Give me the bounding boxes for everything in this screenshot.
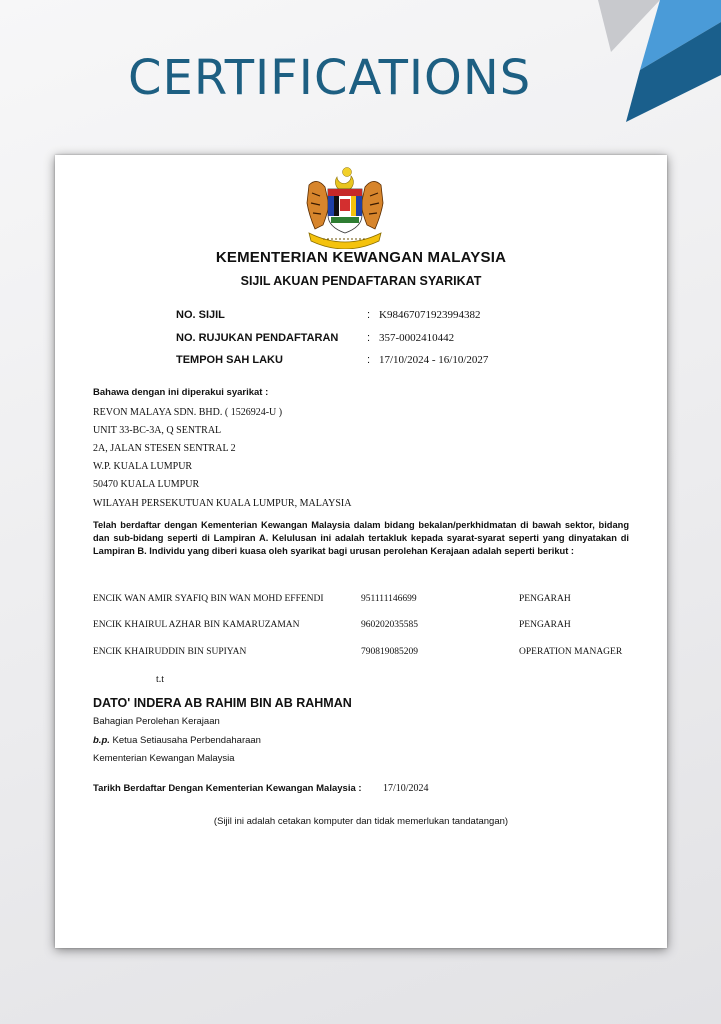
- address-line: 2A, JALAN STESEN SENTRAL 2: [93, 443, 236, 454]
- computer-generated-note: (Sijil ini adalah cetakan komputer dan tidak memerlukan tandatangan): [213, 816, 509, 827]
- address-line: W.P. KUALA LUMPUR: [93, 461, 193, 472]
- field-label: TEMPOH SAH LAKU: [176, 354, 283, 366]
- signer-position-text: Ketua Setiausaha Perbendaharaan: [112, 735, 261, 746]
- authorized-person-row: [93, 647, 653, 661]
- field-value: K98467071923994382: [379, 309, 481, 321]
- field-value: 357-0002410442: [379, 332, 455, 344]
- field-colon: :: [367, 354, 371, 366]
- signer-position: [93, 735, 261, 746]
- ministry-title: KEMENTERIAN KEWANGAN MALAYSIA: [215, 249, 507, 266]
- address-line: WILAYAH PERSEKUTUAN KUALA LUMPUR, MALAYSIA: [93, 498, 352, 509]
- person-name: ENCIK KHAIRUDDIN BIN SUPIYAN: [93, 647, 247, 657]
- person-role: PENGARAH: [519, 594, 571, 604]
- field-colon: :: [367, 309, 371, 321]
- person-role: PENGARAH: [519, 620, 571, 630]
- certificate-document: [55, 155, 667, 948]
- certification-intro: Bahawa dengan ini diperakui syarikat :: [93, 387, 269, 398]
- address-line: 50470 KUALA LUMPUR: [93, 479, 200, 490]
- company-name: REVON MALAYA SDN. BHD. ( 1526924-U ): [93, 407, 283, 418]
- address-line: UNIT 33-BC-3A, Q SENTRAL: [93, 425, 222, 436]
- signature-placeholder: t.t: [156, 674, 165, 685]
- person-role: OPERATION MANAGER: [519, 647, 623, 657]
- person-id: 960202035585: [361, 620, 418, 630]
- authorized-person-row: [93, 620, 653, 634]
- person-name: ENCIK WAN AMIR SYAFIQ BIN WAN MOHD EFFENDI: [93, 594, 324, 604]
- signer-department: Bahagian Perolehan Kerajaan: [93, 716, 220, 727]
- malaysia-coat-of-arms-icon: [303, 163, 387, 249]
- certificate-title: SIJIL AKUAN PENDAFTARAN SYARIKAT: [240, 274, 482, 288]
- field-colon: :: [367, 332, 371, 344]
- person-id: 790819085209: [361, 647, 418, 657]
- registration-paragraph: Telah berdaftar dengan Kementerian Kewangan Malaysia dalam bidang bekalan/perkhidmatan di bawah sektor, bidang dan sub-bidang seperti di Lampiran A. Kelulusan ini adalah tertakluk kepada syarat-syarat seperti yang dinyatakan di Lampiran B. Individu yang diberi kuasa oleh syarikat bagi urusan perolehan Kerajaan adalah seperti berikut :: [93, 520, 629, 556]
- page-heading: CERTIFICATIONS: [128, 50, 532, 106]
- field-label: NO. SIJIL: [176, 309, 225, 321]
- field-label: NO. RUJUKAN PENDAFTARAN: [176, 332, 339, 344]
- signer-bp: b.p.: [93, 735, 110, 746]
- authorized-person-row: [93, 594, 653, 608]
- person-name: ENCIK KHAIRUL AZHAR BIN KAMARUZAMAN: [93, 620, 300, 630]
- registration-date-value: 17/10/2024: [383, 783, 429, 794]
- person-id: 951111146699: [361, 594, 417, 604]
- signer-ministry: Kementerian Kewangan Malaysia: [93, 753, 235, 764]
- field-value: 17/10/2024 - 16/10/2027: [379, 354, 489, 366]
- signer-name: DATO' INDERA AB RAHIM BIN AB RAHMAN: [93, 696, 352, 710]
- registration-date-label: Tarikh Berdaftar Dengan Kementerian Kewangan Malaysia :: [93, 783, 362, 794]
